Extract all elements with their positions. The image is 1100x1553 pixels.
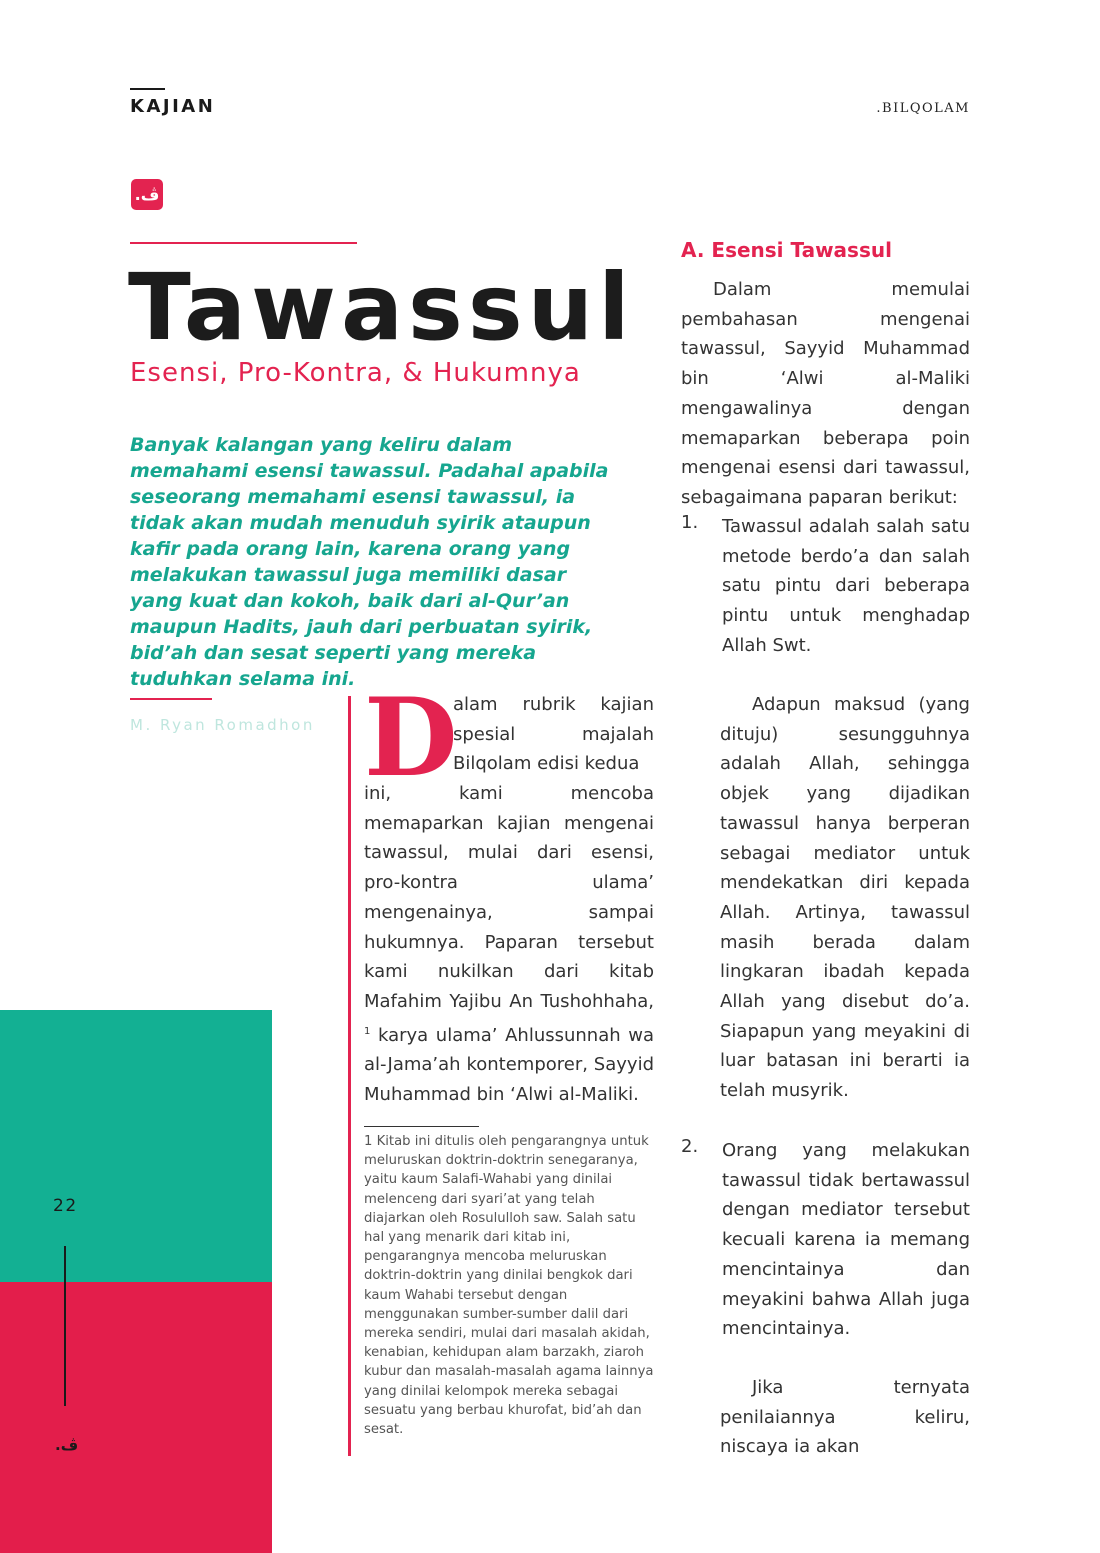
footnote: 1 Kitab ini ditulis oleh pengarangnya untuk meluruskan doktrin-doktrin senegaranya, yaitu kaum Salafi-Wahabi yang dinilai melenceng dari syari’at yang telah diajarkan oleh Rosululloh saw. Salah satu hal yang menarik dari kitab ini, pengarangnya mencoba meluruskan doktrin-doktrin yang dinilai bengkok dari kaum Wahabi tersebut dengan menggunakan sumber-sumber dalil dari mereka sendiri, mulai dari masalah akidah, kenabian, kehidupan alam barzakh, ziaroh kubur dan masalah-masalah agama lainnya yang dinilai kelompok mereka sebagai sesuatu yang berbau khurofat, bid’ah dan sesat. <box>364 1134 654 1438</box>
article-title: Tawassul <box>128 254 635 361</box>
intro-paragraph: Dalam memulai pembahasan mengenai tawassul, Sayyid Muhammad bin ‘Alwi al-Maliki mengawalinya dengan memaparkan beberapa poin mengenai esensi dari tawassul, sebagaimana paparan berikut: <box>681 279 970 508</box>
magazine-logo-icon <box>131 179 163 210</box>
footnote-rule <box>364 1126 479 1127</box>
title-rule <box>130 242 357 244</box>
decorative-red-block <box>0 1282 272 1553</box>
section-rule <box>130 88 165 90</box>
list-item-number: 1. <box>681 512 699 533</box>
body-text-before-ref: ini, kami mencoba memaparkan kajian mengenai tawassul, mulai dari esensi, pro-kontra ulama’ mengenainya, sampai hukumnya. Paparan tersebut kami nukilkan dari kitab Mafahim Yajibu An Tushohhaha, <box>364 783 654 1012</box>
body-paragraph <box>364 779 654 1110</box>
author-rule <box>130 698 212 700</box>
decorative-green-block <box>0 1010 272 1282</box>
body-text-after-ref: karya ulama’ Ahlussunnah wa al-Jama’ah kontemporer, Sayyid Muhammad bin ‘Alwi al-Maliki. <box>364 1024 654 1106</box>
list-item-text: Tawassul adalah salah satu metode berdo’a dan salah satu pintu dari beberapa pintu untuk menghadap Allah Swt. <box>722 516 970 656</box>
article-lead: Banyak kalangan yang keliru dalam memahami esensi tawassul. Padahal apabila seseorang memahami esensi tawassul, ia tidak akan mudah menuduh syirik ataupun kafir pada orang lain, karena orang yang melakukan tawassul juga memiliki dasar yang kuat dan kokoh, baik dari al-Qur’an maupun Hadits, jauh dari perbuatan syirik, bid’ah dan sesat seperti yang mereka tuduhkan selama ini. <box>130 434 609 690</box>
author-name: M. Ryan Romadhon <box>130 716 315 734</box>
body-opening-lines: alam rubrik kajian spesial majalah Bilqolam edisi kedua <box>453 694 654 775</box>
explanation-paragraph: Adapun maksud (yang dituju) sesungguhnya adalah Allah, sehingga objek yang dijadikan tawassul hanya berperan sebagai mediator untuk mendekatkan diri kepada Allah. Artinya, tawassul masih berada dalam lingkaran ibadah kepada Allah yang disebut do’a. Siapapun yang meyakini di luar batasan ini berarti ia telah musyrik. <box>720 694 970 1102</box>
article-subtitle: Esensi, Pro-Kontra, & Hukumnya <box>130 358 581 388</box>
logo-glyph: .ڤ <box>134 185 160 204</box>
magazine-brand: .BILQOLAM <box>876 101 970 116</box>
section-heading: A. Esensi Tawassul <box>681 238 892 262</box>
section-label: KAJIAN <box>130 96 216 117</box>
page-number: 22 <box>53 1196 78 1216</box>
list-item-text: Orang yang melakukan tawassul tidak bertawassul dengan mediator tersebut kecuali karena ia memang mencintainya dan meyakini bahwa Allah juga mencintainya. <box>722 1140 970 1340</box>
list-item-number: 2. <box>681 1136 699 1157</box>
footer-logo-icon: .ڤ <box>55 1436 79 1454</box>
footnote-reference[interactable]: 1 <box>364 1025 371 1037</box>
continuation-paragraph: Jika ternyata penilaiannya keliru, niscaya ia akan <box>720 1377 970 1458</box>
drop-cap: D <box>364 675 458 801</box>
column-rule <box>348 696 351 1456</box>
page-line <box>64 1246 66 1406</box>
